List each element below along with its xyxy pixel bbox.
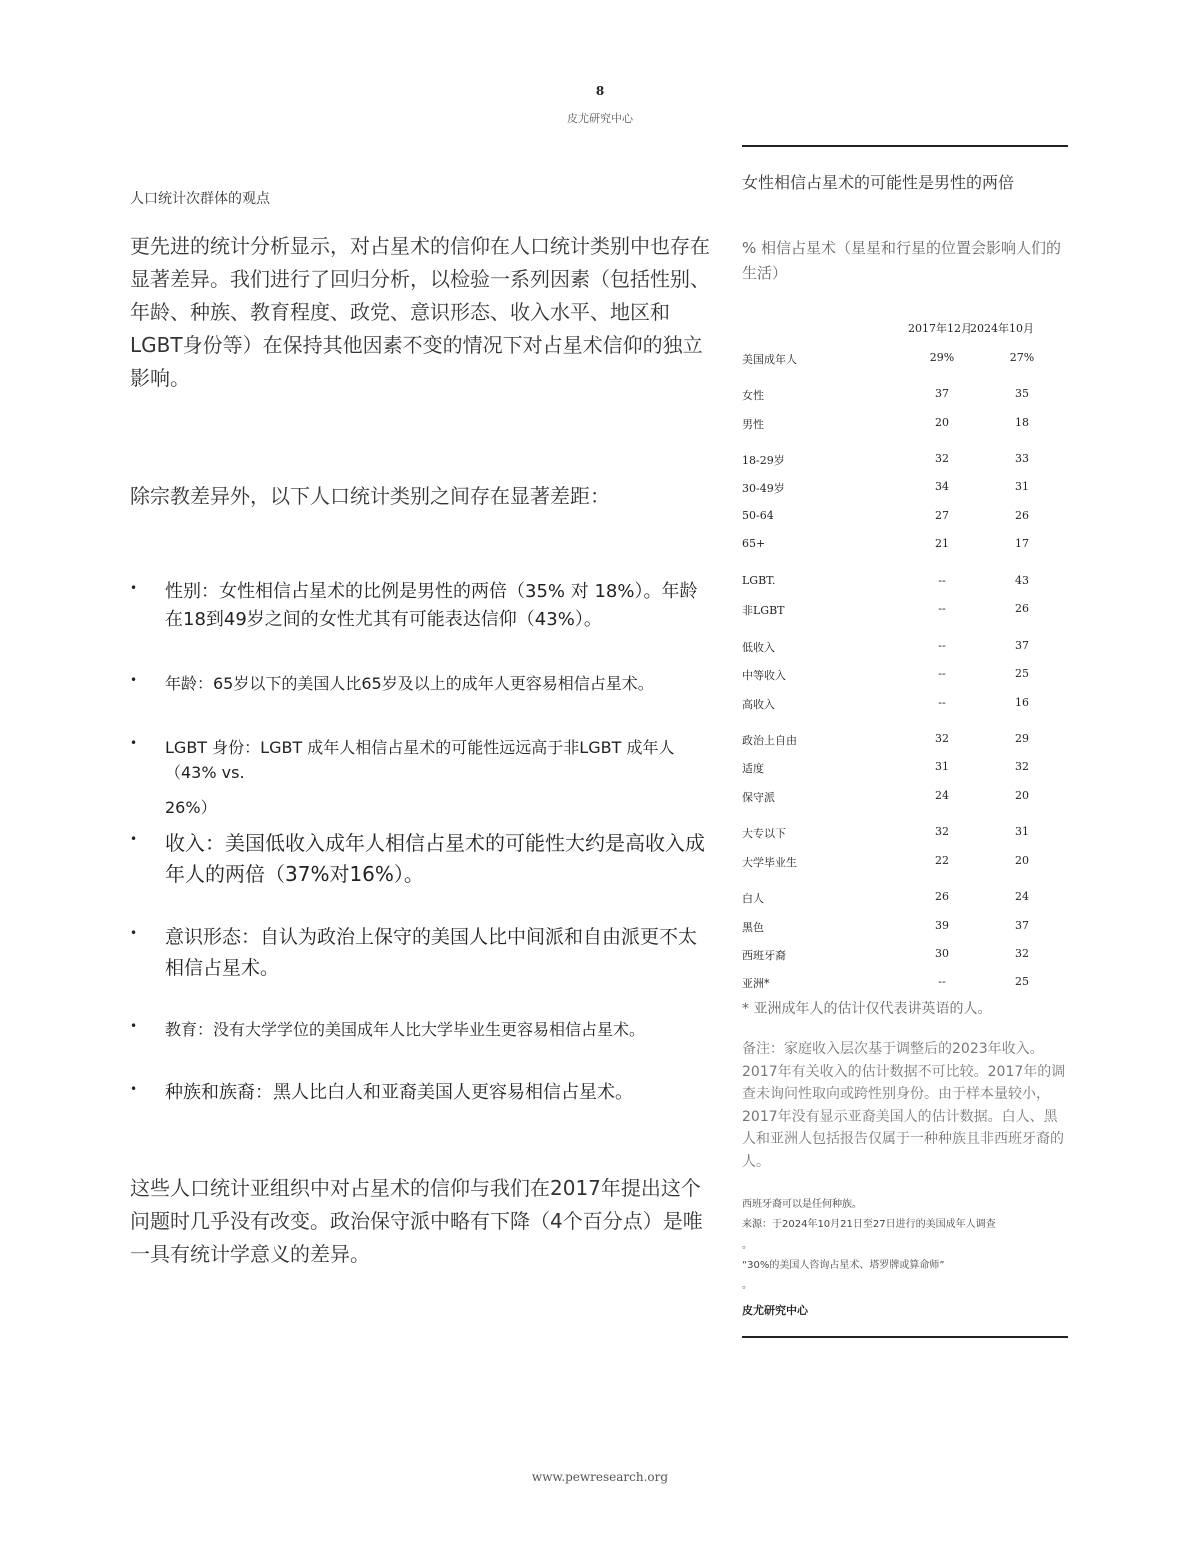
row-label: 亚洲* (742, 977, 770, 990)
value-2017: -- (938, 639, 946, 652)
table-row (742, 509, 1068, 529)
bullet-text: 种族和族裔：黑人比白人和亚裔美国人更容易相信占星术。 (165, 1082, 633, 1103)
value-2024: 24 (1015, 890, 1029, 903)
table-row (742, 854, 1068, 874)
sidebar-title: 女性相信占星术的可能性是男性的两倍 (742, 173, 1015, 192)
asian-footnote: * 亚洲成年人的估计仅代表讲英语的人。 (742, 1001, 992, 1017)
value-2017: 20 (935, 416, 949, 429)
sidebar-top-rule (742, 145, 1068, 147)
table-row (742, 537, 1068, 557)
value-2024: 26 (1015, 602, 1029, 615)
value-2017: 21 (935, 537, 949, 550)
bullet-marker: • (130, 832, 138, 846)
value-2017: -- (938, 602, 946, 615)
sidebar-bottom-rule (742, 1336, 1068, 1338)
value-2024: 26 (1015, 509, 1029, 522)
table-row (742, 825, 1068, 845)
value-2017: 27 (935, 509, 949, 522)
value-2017: -- (938, 975, 946, 988)
row-label: 中等收入 (742, 669, 786, 682)
value-2024: 18 (1015, 416, 1029, 429)
table-row (742, 480, 1068, 500)
bullet-marker: • (130, 1082, 138, 1096)
row-label: 美国成年人 (742, 353, 797, 366)
value-2017: 34 (935, 480, 949, 493)
table-row (742, 387, 1068, 407)
gaps-intro-paragraph: 除宗教差异外，以下人口统计类别之间存在显著差距： (130, 484, 610, 508)
value-2017: 22 (935, 854, 949, 867)
value-2024: 16 (1015, 696, 1029, 709)
page-number: 8 (595, 84, 605, 98)
value-2024: 43 (1015, 574, 1029, 587)
table-row (742, 696, 1068, 716)
row-label: 男性 (742, 418, 764, 431)
row-label: 30-49岁 (742, 482, 785, 495)
row-label: LGBT. (742, 574, 776, 587)
bullet-marker: • (130, 673, 138, 687)
table-row (742, 416, 1068, 436)
table-row (742, 602, 1068, 622)
source-line: 来源：于2024年10月21日至27日进行的美国成年人调查 (742, 1219, 996, 1230)
row-label: 高收入 (742, 698, 775, 711)
bullet-text: 26%） (165, 798, 217, 817)
table-row (742, 975, 1068, 995)
value-2024: 17 (1015, 537, 1029, 550)
value-2024: 33 (1015, 452, 1029, 465)
bullet-marker: • (130, 1019, 138, 1033)
value-2017: 31 (935, 760, 949, 773)
table-row (742, 890, 1068, 910)
table-row (742, 947, 1068, 967)
row-label: 黑色 (742, 921, 764, 934)
bullet-text: 教育：没有大学学位的美国成年人比大学毕业生更容易相信占星术。 (165, 1020, 646, 1039)
column-header-2017: 2017年12月 (908, 322, 972, 335)
conclusion-paragraph: 这些人口统计亚组织中对占星术的信仰与我们在2017年提出这个问题时几乎没有改变。政治保守派中略有下降（4个百分点）是唯一具有统计学意义的差异。 (130, 1176, 703, 1266)
bullet-text: 意识形态：自认为政治上保守的美国人比中间派和自由派更不太相信占星术。 (165, 926, 698, 979)
table-row (742, 789, 1068, 809)
value-2024: 37 (1015, 639, 1029, 652)
bullet-text: LGBT 身份：LGBT 成年人相信占星术的可能性远远高于非LGBT 成年人（43% vs. (165, 738, 675, 782)
value-2024: 35 (1015, 387, 1029, 400)
value-2017: 26 (935, 890, 949, 903)
value-2024: 32 (1015, 947, 1029, 960)
report-period: 。 (742, 1280, 752, 1291)
table-row (742, 351, 1068, 371)
value-2017: 32 (935, 732, 949, 745)
value-2024: 37 (1015, 919, 1029, 932)
table-row (742, 760, 1068, 780)
value-2024: 29 (1015, 732, 1029, 745)
table-row (742, 452, 1068, 472)
row-label: 白人 (742, 892, 764, 905)
bullet-marker: • (130, 926, 138, 940)
row-label: 大学毕业生 (742, 856, 797, 869)
footer-url: www.pewresearch.org (531, 1470, 669, 1484)
intro-paragraph: 更先进的统计分析显示，对占星术的信仰在人口统计类别中也存在显著差异。我们进行了回归分析，以检验一系列因素（包括性别、年龄、种族、教育程度、政党、意识形态、收入水平、地区和LGBT身份等）在保持其他因素不变的情况下对占星术信仰的独立影响。 (130, 234, 710, 390)
org-header: 皮尤研究中心 (567, 112, 633, 125)
row-label: 低收入 (742, 641, 775, 654)
value-2024: 27% (1009, 351, 1035, 364)
bullet-text: 性别：女性相信占星术的比例是男性的两倍（35% 对 18%）。年龄在18到49岁之间的女性尤其有可能表达信仰（43%）。 (165, 581, 698, 630)
column-header-2024: 2024年10月 (970, 322, 1034, 335)
value-2024: 25 (1015, 667, 1029, 680)
value-2017: -- (938, 667, 946, 680)
row-label: 50-64 (742, 509, 774, 522)
table-row (742, 667, 1068, 687)
hispanic-note: 西班牙裔可以是任何种族。 (742, 1199, 862, 1210)
sidebar-note: 备注：家庭收入层次基于调整后的2023年收入。2017年有关收入的估计数据不可比较。2017年的调查未询问性取向或跨性别身份。由于样本量较小，2017年没有显示亚裔美国人的估计数据。白人、黑人和亚洲人包括报告仅属于一种种族且非西班牙裔的人。 (742, 1041, 1066, 1170)
section-title: 人口统计次群体的观点 (130, 191, 270, 207)
value-2017: 30 (935, 947, 949, 960)
row-label: 大专以下 (742, 827, 786, 840)
row-label: 女性 (742, 389, 764, 402)
report-title: “30%的美国人咨询占星术、塔罗牌或算命师” (742, 1260, 945, 1271)
value-2024: 31 (1015, 480, 1029, 493)
bullet-text: 收入：美国低收入成年人相信占星术的可能性大约是高收入成年人的两倍（37%对16%）。 (165, 831, 705, 886)
value-2024: 20 (1015, 789, 1029, 802)
row-label: 65+ (742, 537, 766, 550)
row-label: 18-29岁 (742, 454, 785, 467)
value-2017: 32 (935, 452, 949, 465)
table-row (742, 574, 1068, 594)
row-label: 非LGBT (742, 604, 785, 617)
value-2017: 32 (935, 825, 949, 838)
bullet-marker: • (130, 736, 138, 750)
value-2017: -- (938, 574, 946, 587)
table-row (742, 732, 1068, 752)
value-2024: 20 (1015, 854, 1029, 867)
row-label: 适度 (742, 762, 764, 775)
sidebar-source-org: 皮尤研究中心 (742, 1304, 808, 1317)
bullet-marker: • (130, 581, 138, 595)
source-period: 。 (742, 1240, 752, 1251)
value-2017: -- (938, 696, 946, 709)
table-row (742, 919, 1068, 939)
value-2017: 29% (929, 351, 955, 364)
row-label: 保守派 (742, 791, 775, 804)
value-2017: 24 (935, 789, 949, 802)
value-2017: 37 (935, 387, 949, 400)
value-2024: 25 (1015, 975, 1029, 988)
value-2024: 31 (1015, 825, 1029, 838)
row-label: 西班牙裔 (742, 949, 786, 962)
bullet-text: 年龄：65岁以下的美国人比65岁及以上的成年人更容易相信占星术。 (165, 674, 654, 693)
value-2017: 39 (935, 919, 949, 932)
row-label: 政治上自由 (742, 734, 797, 747)
sidebar-subtitle: % 相信占星术（星星和行星的位置会影响人们的生活） (742, 239, 1062, 282)
value-2024: 32 (1015, 760, 1029, 773)
table-row (742, 639, 1068, 659)
